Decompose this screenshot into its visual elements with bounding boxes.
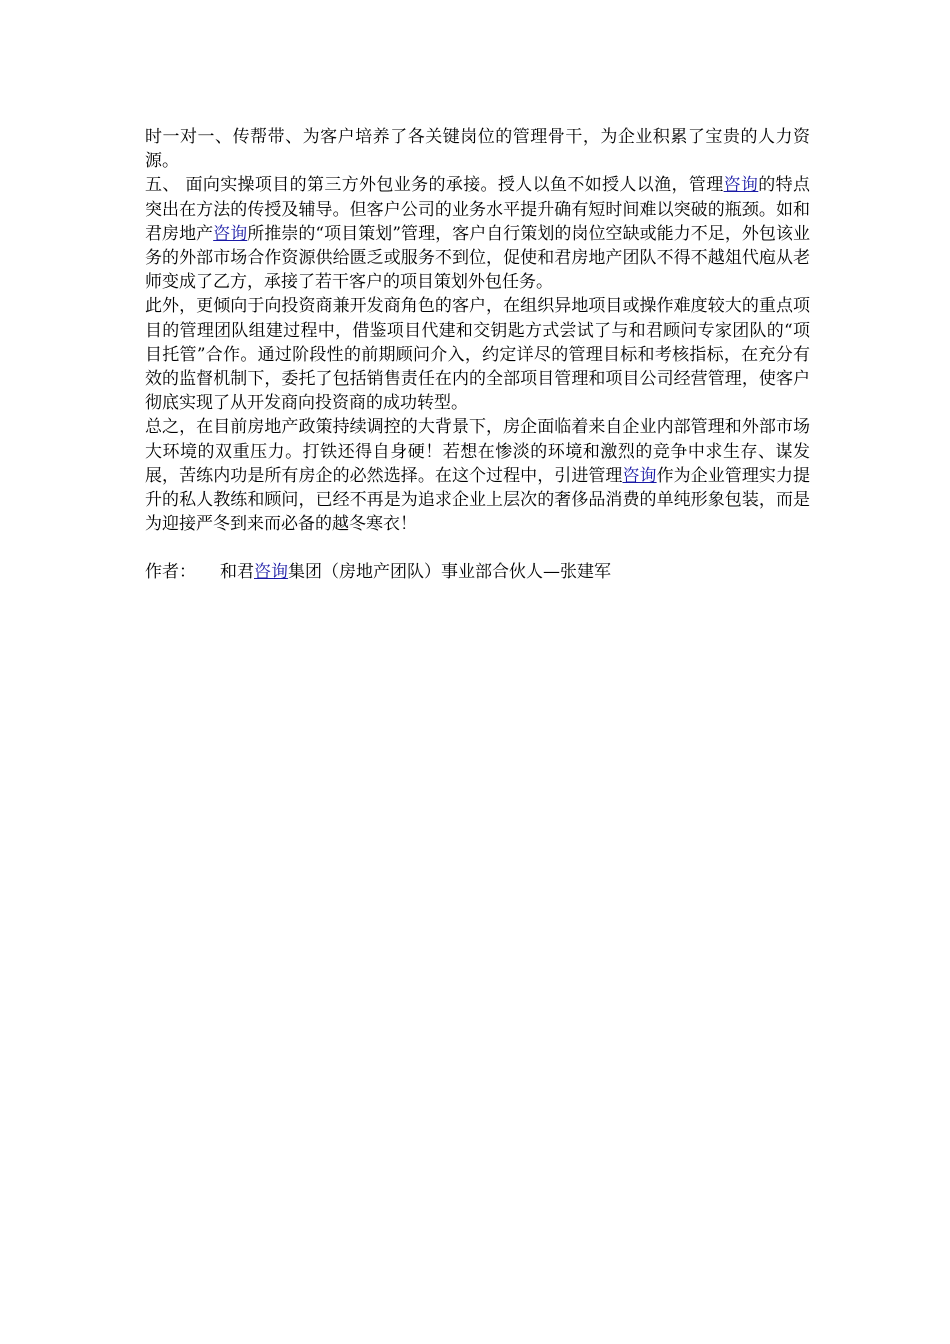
- paragraph-text: 所推崇的“项目策划”管理，客户自行策划的岗位空缺或能力不足，外包该业务的外部市场合作资源供给匮乏或服务不到位，促使和君房地产团队不得不越俎代庖从老师变成了乙方，承接了若干客户的项目策划外包任务。: [145, 223, 811, 293]
- paragraph-text: 此外，更倾向于向投资商兼开发商角色的客户，在组织异地项目或操作难度较大的重点项目的管理团队组建过程中，借鉴项目代建和交钥匙方式尝试了与和君顾问专家团队的“项目托管”合作。通过阶段性的前期顾问介入，约定详尽的管理目标和考核指标，在充分有效的监督机制下，委托了包括销售责任在内的全部项目管理和项目公司经营管理，使客户彻底实现了从开发商向投资商的成功转型。: [145, 296, 810, 414]
- paragraph-text: 总之，在目前房地产政策持续调控的大背景下，房企面临着来自企业内部管理和外部市场大环境的双重压力。打铁还得自身硬！若想在惨淡的环境和激烈的竞争中求生存、谋发展，苦练内功是所有房企的必然选择。在这个过程中，引进管理: [145, 417, 810, 486]
- author-line: [145, 560, 810, 584]
- consulting-link[interactable]: 咨询: [213, 223, 248, 244]
- author-label: 作者：: [145, 562, 196, 583]
- paragraph-outsourcing: [145, 173, 810, 294]
- consulting-link[interactable]: 咨询: [254, 562, 288, 583]
- paragraph-conclusion: [145, 415, 810, 536]
- consulting-link[interactable]: 咨询: [622, 465, 657, 486]
- author-text: 和君: [220, 562, 254, 583]
- paragraph-project-trusteeship: [145, 294, 810, 415]
- paragraph-text: 时一对一、传帮带、为客户培养了各关键岗位的管理骨干，为企业积累了宝贵的人力资源。: [145, 127, 810, 172]
- blank-line: [145, 536, 810, 560]
- paragraph-talent-training: [145, 125, 810, 173]
- consulting-link[interactable]: 咨询: [723, 175, 759, 196]
- document-body: [145, 125, 810, 585]
- paragraph-text: 五、 面向实操项目的第三方外包业务的承接。授人以鱼不如授人以渔，管理: [145, 175, 724, 196]
- author-text: 集团（房地产团队）事业部合伙人—张建军: [288, 562, 611, 583]
- paragraph-text: 的特点突出在方法的传授及辅导。但客户公司的业务水平提升确有短时间难以突破的瓶颈。如和君房地产: [145, 175, 811, 244]
- paragraph-text: 作为企业管理实力提升的私人教练和顾问，已经不再是为追求企业上层次的奢侈品消费的单纯形象包装，而是为迎接严冬到来而必备的越冬寒衣！: [145, 465, 811, 535]
